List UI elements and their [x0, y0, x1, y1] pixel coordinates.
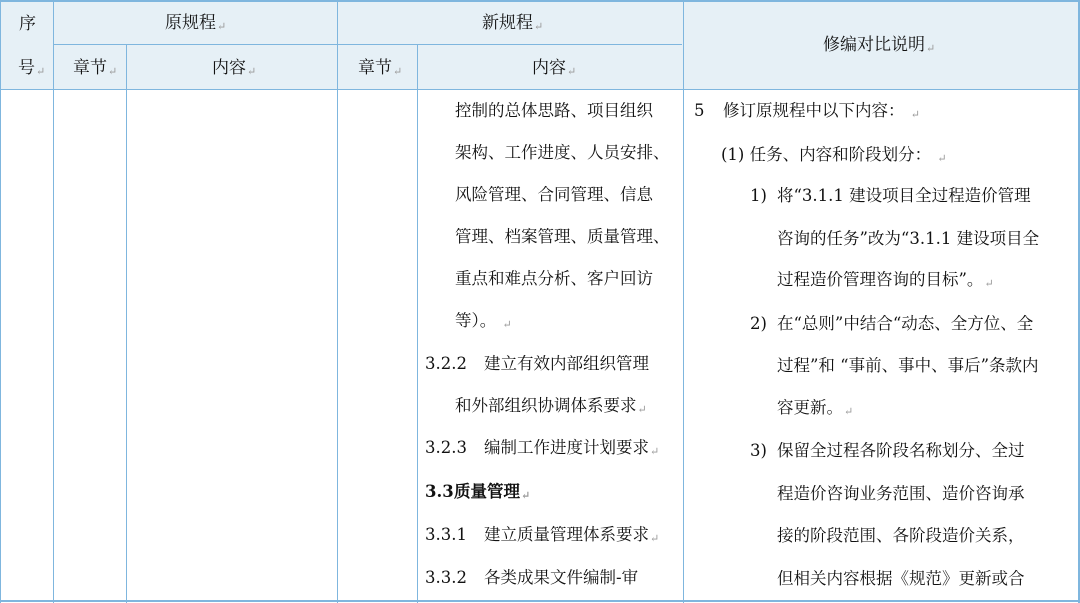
entry-line: 在“总则”中结合“动态、全方位、全: [777, 314, 1034, 333]
entry-line-text: 过程造价管理咨询的目标”。: [777, 270, 984, 289]
section-number: 3.3: [425, 482, 454, 501]
item-text: [484, 438, 659, 462]
column-divider-3: [337, 0, 338, 603]
paragraph-mark: ↵: [108, 65, 118, 78]
paragraph-mark: ↵: [567, 65, 577, 78]
table-border-top: [0, 0, 1080, 2]
new-content-line: 管理、档案管理、质量管理、: [455, 227, 670, 246]
paragraph-mark: ↵: [393, 65, 403, 78]
new-rules-header: [482, 13, 543, 37]
new-content-line: 重点和难点分析、客户回访: [455, 269, 653, 288]
entry-line: 过程”和 “事前、事中、事后”条款内: [777, 356, 1039, 375]
entry-number: 1): [750, 186, 767, 205]
column-divider-5: [683, 0, 684, 603]
item-text: 各类成果文件编制-审: [484, 568, 639, 587]
section-title: [454, 482, 530, 506]
old-content-header: [212, 58, 256, 82]
paragraph-mark: ↵: [926, 42, 936, 55]
new-content-header-text: 内容: [532, 58, 566, 78]
old-rules-header-text: 原规程: [165, 13, 216, 33]
entry-line: 程造价咨询业务范围、造价咨询承: [777, 484, 1025, 503]
new-content-line: 架构、工作进度、人员安排、: [455, 143, 670, 162]
header-divider-middle: [54, 44, 682, 45]
entry-line: 接的阶段范围、各阶段造价关系，: [777, 526, 1025, 545]
item-text: [455, 396, 647, 420]
new-content-header: [532, 58, 576, 82]
header-divider-bottom: [0, 89, 1080, 90]
item-number: 3.2.3: [425, 438, 467, 457]
column-divider-4: [417, 44, 418, 603]
item-text-content: 编制工作进度计划要求: [484, 438, 649, 457]
new-chapter-header-text: 章节: [358, 58, 392, 78]
column-divider-1: [53, 0, 54, 603]
old-chapter-header: [73, 58, 117, 82]
entry-number: 3): [750, 441, 767, 460]
point-number: 5: [694, 101, 705, 120]
sub-heading-text: (1) 任务、内容和阶段划分：: [721, 145, 932, 164]
entry-number: 2): [750, 314, 767, 333]
paragraph-mark: ↵: [844, 405, 854, 418]
paragraph-mark: ↵: [502, 318, 512, 331]
item-text: 建立有效内部组织管理: [484, 354, 649, 373]
point-text: [723, 101, 920, 125]
paragraph-mark: ↵: [247, 65, 257, 78]
new-rules-header-text: 新规程: [482, 13, 533, 33]
entry-line: 咨询的任务”改为“3.1.1 建设项目全: [777, 229, 1040, 248]
item-number: 3.2.2: [425, 354, 467, 373]
table-border-bottom: [0, 600, 1080, 602]
new-content-line-text: 等）。: [455, 311, 497, 330]
entry-line: 但相关内容根据《规范》更新或合: [777, 569, 1025, 588]
paragraph-mark: ↵: [650, 532, 660, 545]
entry-line: 保留全过程各阶段名称划分、全过: [777, 441, 1025, 460]
new-content-line: [455, 311, 512, 335]
entry-line: 将“3.1.1 建设项目全过程造价管理: [777, 186, 1031, 205]
item-text: [484, 525, 659, 549]
old-rules-header: [165, 13, 226, 37]
paragraph-mark: ↵: [534, 20, 544, 33]
paragraph-mark: ↵: [36, 65, 46, 78]
item-number: 3.3.2: [425, 568, 467, 587]
paragraph-mark: ↵: [910, 108, 920, 121]
seq-header-line2-text: 号: [18, 58, 35, 78]
paragraph-mark: ↵: [521, 489, 531, 502]
new-chapter-header: [358, 58, 402, 82]
entry-line: [777, 398, 853, 422]
item-number: 3.3.1: [425, 525, 467, 544]
seq-header-line2: [18, 58, 45, 82]
paragraph-mark: ↵: [984, 277, 994, 290]
item-text-content: 和外部组织协调体系要求: [455, 396, 637, 415]
entry-line: [777, 270, 994, 294]
entry-line-text: 容更新。: [777, 398, 843, 417]
new-content-line: 控制的总体思路、项目组织: [455, 101, 653, 120]
item-text-content: 建立质量管理体系要求: [484, 525, 649, 544]
old-content-header-text: 内容: [212, 58, 246, 78]
seq-header-line1: 序: [19, 14, 36, 34]
explanation-header-text: 修编对比说明: [823, 35, 925, 55]
section-title-text: 质量管理: [454, 482, 520, 501]
column-divider-2: [126, 44, 127, 603]
explanation-header: [823, 35, 935, 59]
point-text-content: 修订原规程中以下内容：: [723, 101, 905, 120]
paragraph-mark: ↵: [637, 403, 647, 416]
paragraph-mark: ↵: [217, 20, 227, 33]
table-border-left: [0, 0, 1, 603]
paragraph-mark: ↵: [650, 445, 660, 458]
paragraph-mark: ↵: [937, 152, 947, 165]
new-content-line: 风险管理、合同管理、信息: [455, 185, 653, 204]
sub-heading: [721, 145, 947, 169]
old-chapter-header-text: 章节: [73, 58, 107, 78]
